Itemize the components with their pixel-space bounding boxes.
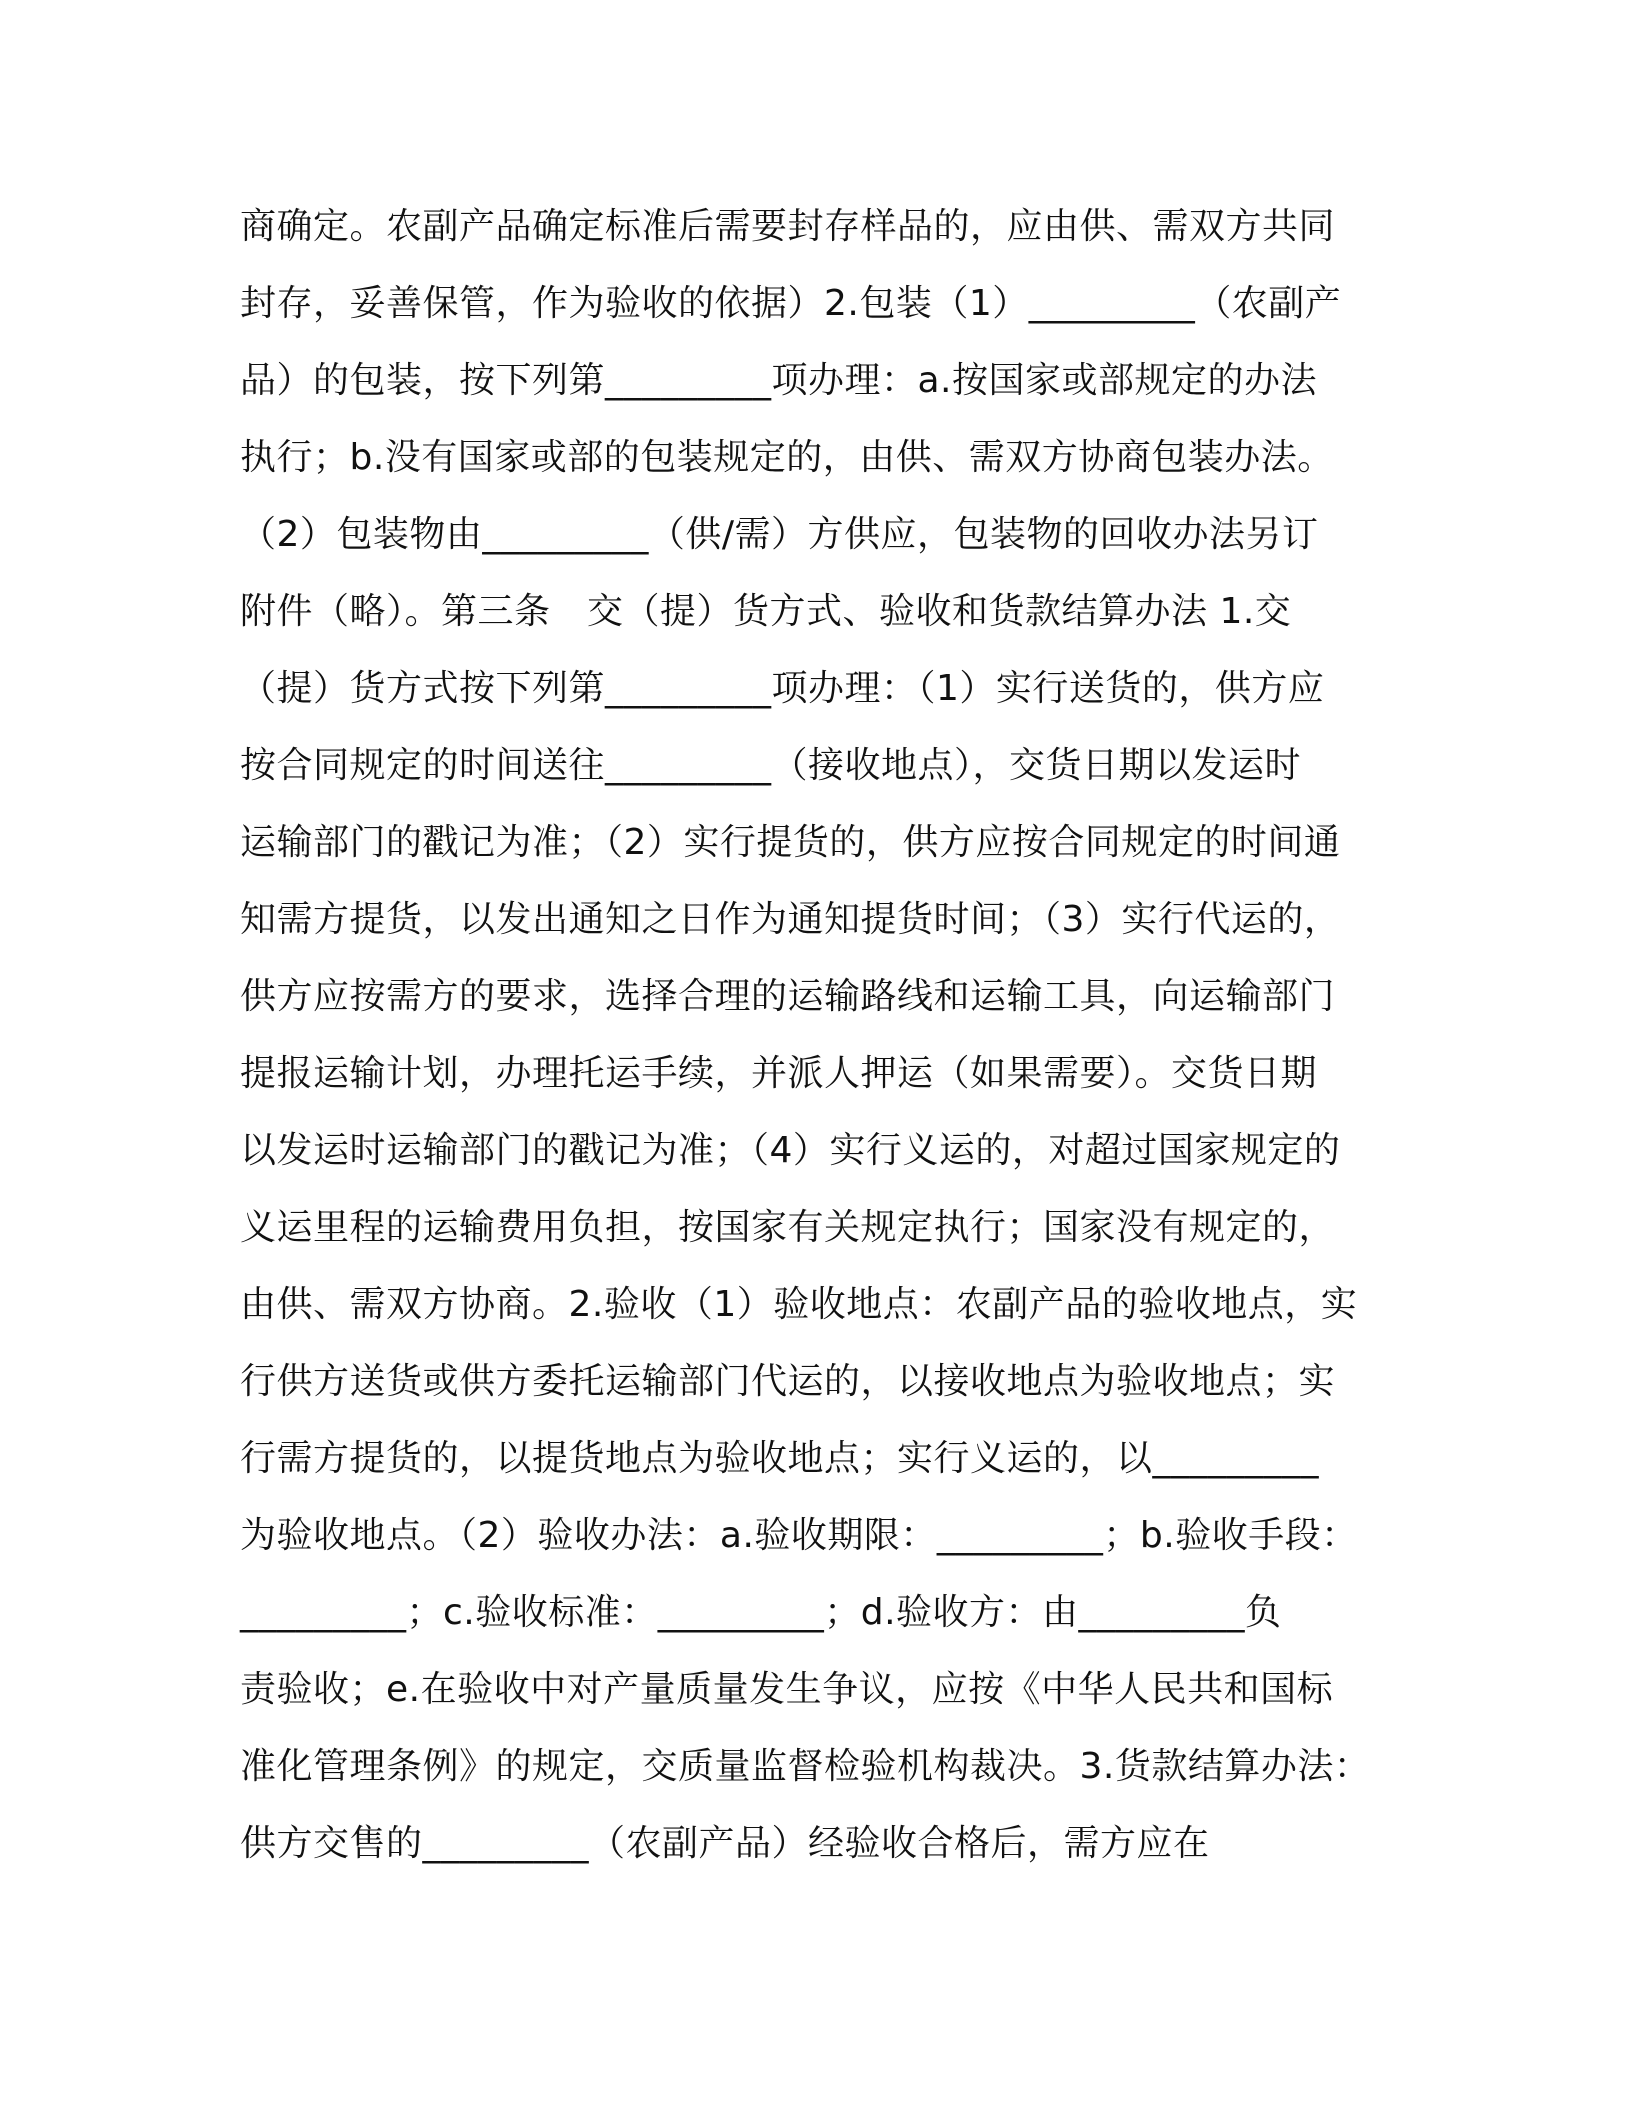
text-line: 执行；b.没有国家或部的包装规定的，由供、需双方协商包装办法。 — [240, 437, 1334, 478]
text-line: 以发运时运输部门的戳记为准；（4）实行义运的，对超过国家规定的 — [240, 1130, 1341, 1171]
text-line: 准化管理条例》的规定，交质量监督检验机构裁决。3.货款结算办法： — [240, 1746, 1371, 1787]
text-line: 封存，妥善保管，作为验收的依据）2.包装（1）_________（农副产 — [240, 283, 1342, 324]
text-line: 知需方提货，以发出通知之日作为通知提货时间；（3）实行代运的， — [240, 899, 1341, 940]
text-line: 供方应按需方的要求，选择合理的运输路线和运输工具，向运输部门 — [240, 976, 1336, 1017]
text-line: 行需方提货的，以提货地点为验收地点；实行义运的，以_________ — [240, 1438, 1320, 1479]
text-line: 运输部门的戳记为准；（2）实行提货的，供方应按合同规定的时间通 — [240, 822, 1341, 863]
text-line: 供方交售的_________（农副产品）经验收合格后，需方应在 — [240, 1823, 1210, 1864]
text-line: 按合同规定的时间送往_________（接收地点），交货日期以发运时 — [240, 745, 1302, 786]
text-line: 为验收地点。（2）验收办法：a.验收期限：_________；b.验收手段： — [240, 1515, 1358, 1556]
text-line: （2）包装物由_________（供/需）方供应，包装物的回收办法另订 — [240, 514, 1319, 555]
text-line: 由供、需双方协商。2.验收（1）验收地点：农副产品的验收地点，实 — [240, 1284, 1358, 1325]
text-line: 提报运输计划，办理托运手续，并派人押运（如果需要）。交货日期 — [240, 1053, 1318, 1094]
text-line: 附件（略）。第三条 交（提）货方式、验收和货款结算办法 1.交 — [240, 591, 1292, 632]
text-line: _________；c.验收标准：_________；d.验收方：由_________负 — [240, 1592, 1282, 1633]
text-line: 行供方送货或供方委托运输部门代运的，以接收地点为验收地点；实 — [240, 1361, 1336, 1402]
text-line: （提）货方式按下列第_________项办理：（1）实行送货的，供方应 — [240, 668, 1325, 709]
contract-body-text — [240, 188, 1400, 1882]
text-line: 商确定。农副产品确定标准后需要封存样品的，应由供、需双方共同 — [240, 206, 1336, 247]
text-line: 责验收；e.在验收中对产量质量发生争议，应按《中华人民共和国标 — [240, 1669, 1334, 1710]
text-line: 义运里程的运输费用负担，按国家有关规定执行；国家没有规定的， — [240, 1207, 1336, 1248]
text-line: 品）的包装，按下列第_________项办理：a.按国家或部规定的办法 — [240, 360, 1318, 401]
